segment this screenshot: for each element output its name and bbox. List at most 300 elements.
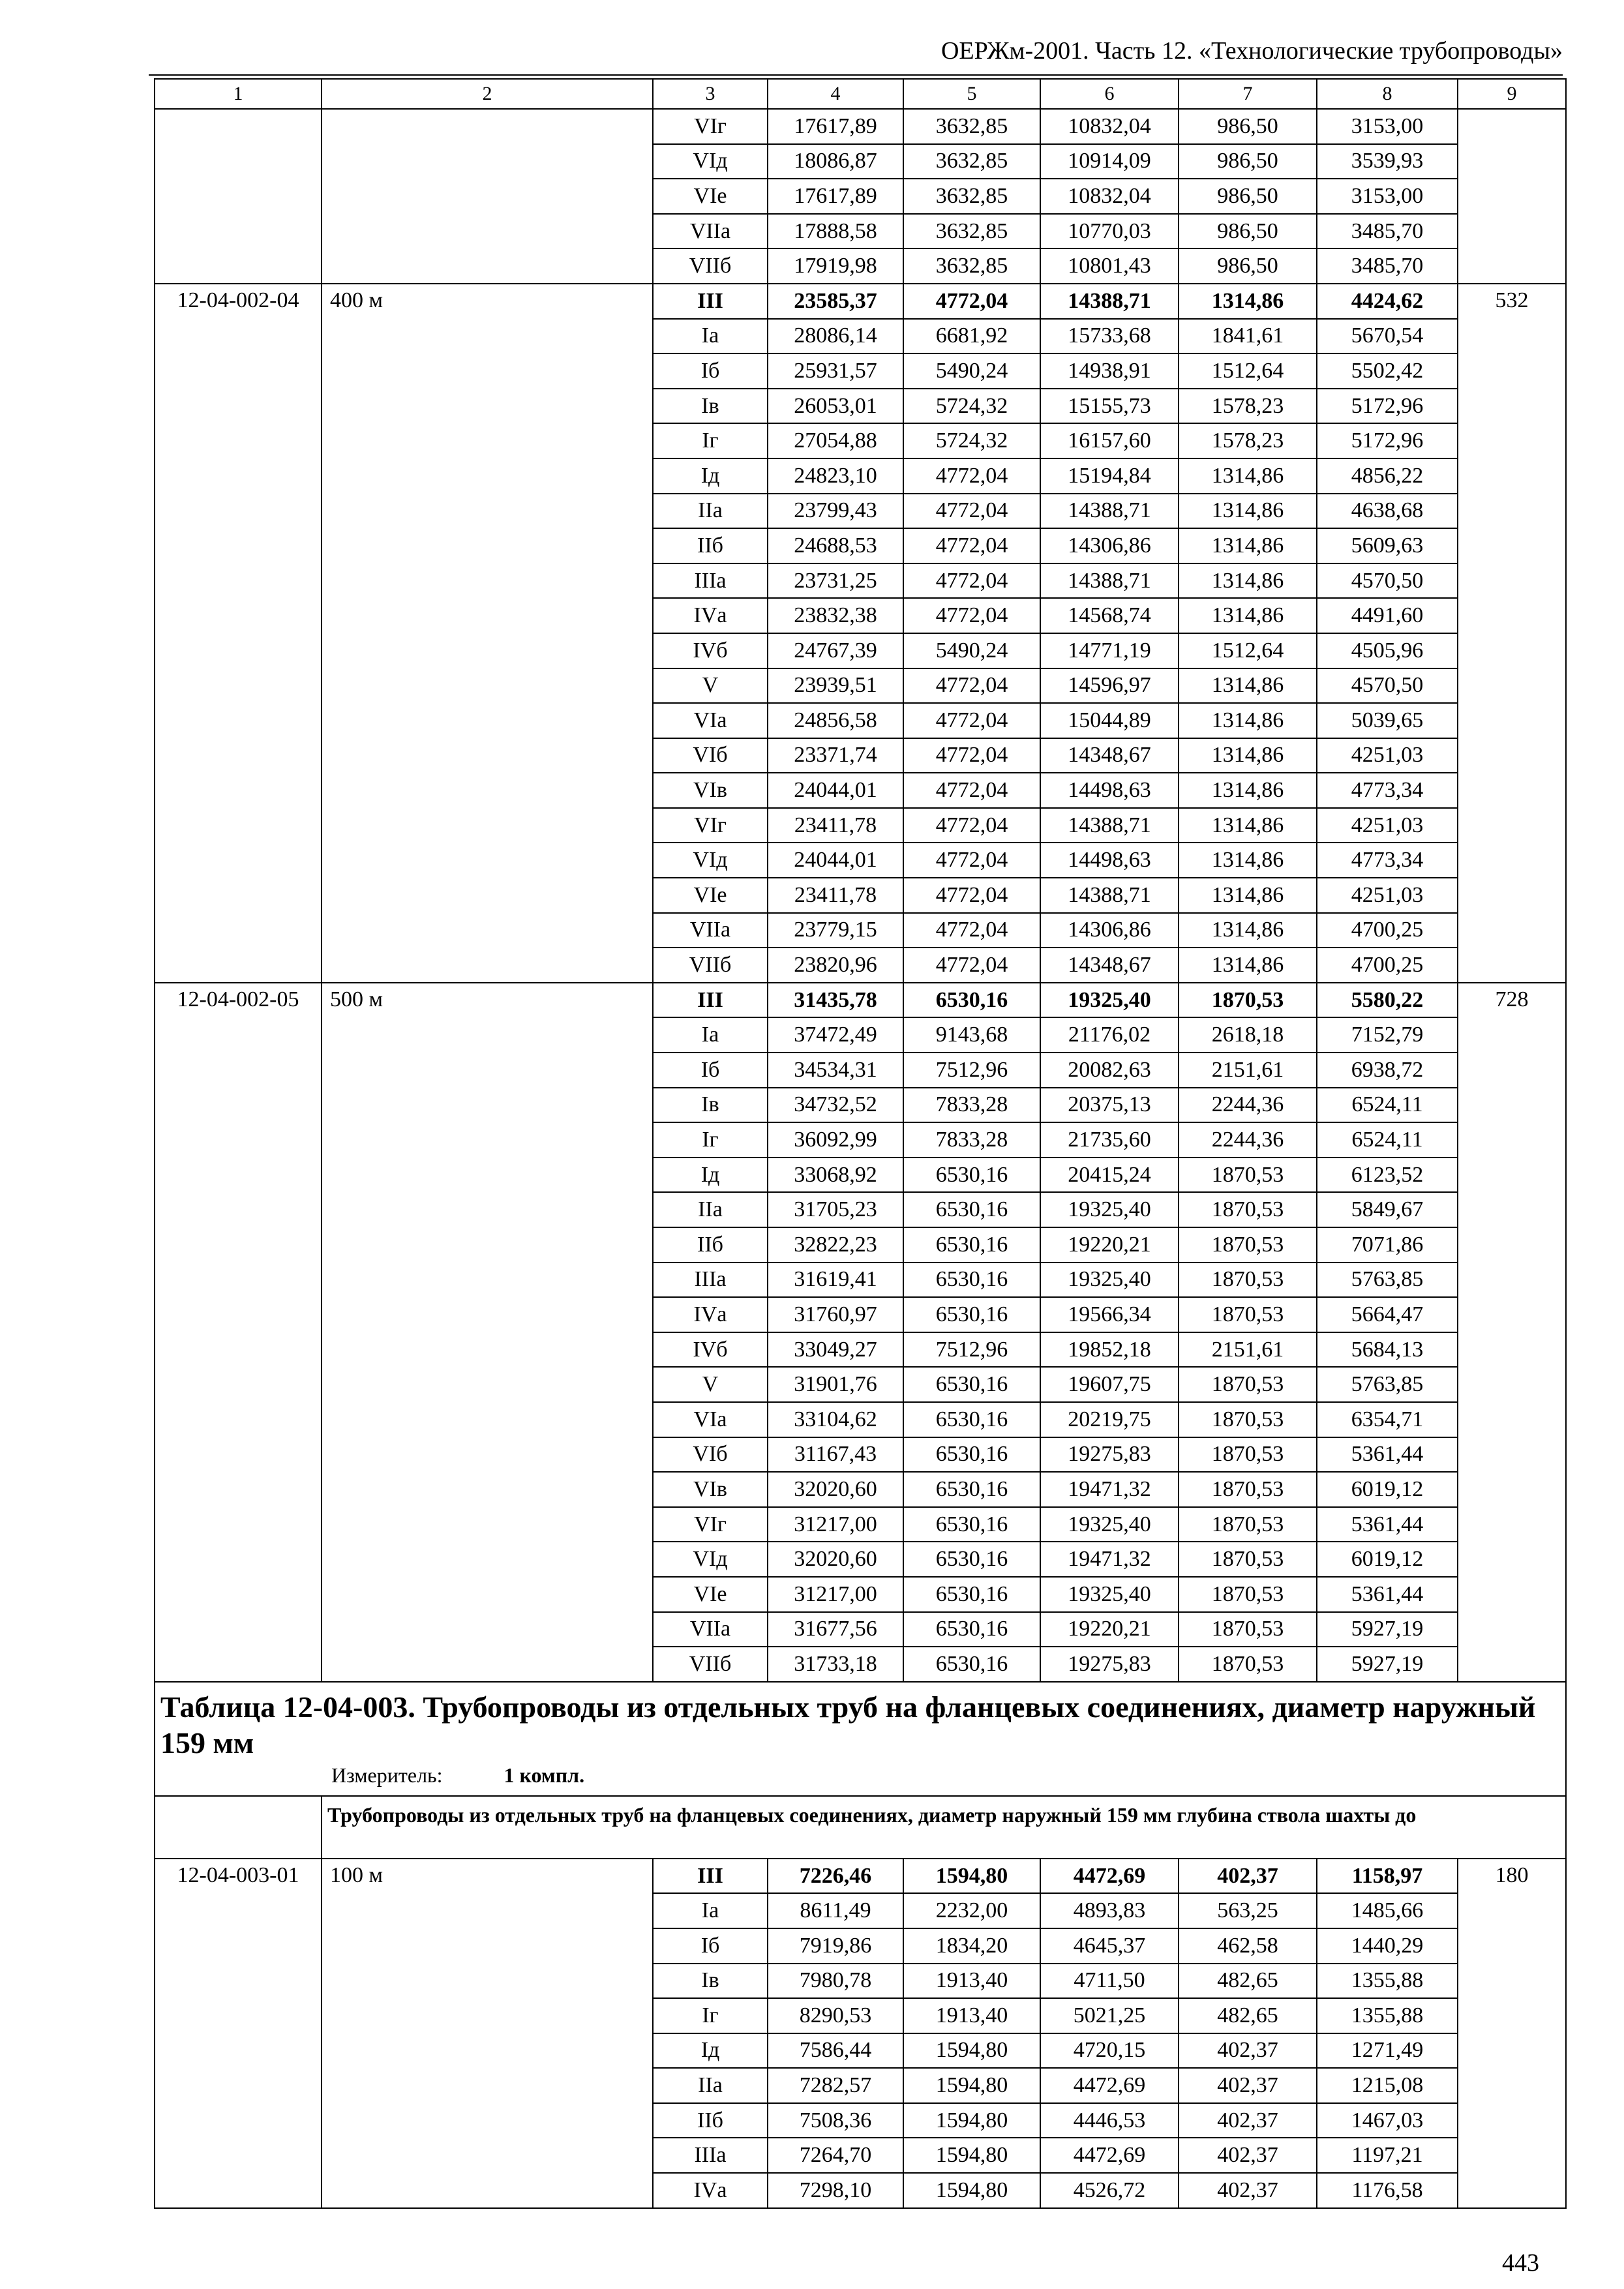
cost-cell: 23820,96	[768, 948, 903, 983]
cost-cell: 4772,04	[903, 703, 1040, 738]
cost-cell: 4772,04	[903, 458, 1040, 494]
cost-cell: 1870,53	[1179, 1297, 1317, 1332]
cost-cell: 6530,16	[903, 1612, 1040, 1647]
labor-cell: 180	[1458, 1859, 1566, 2208]
cost-cell: 4472,69	[1040, 2068, 1179, 2103]
cost-cell: 1870,53	[1179, 1227, 1317, 1263]
cost-cell: 5039,65	[1317, 703, 1458, 738]
region-group-cell: IVа	[653, 1297, 768, 1332]
cost-cell: 2244,36	[1179, 1088, 1317, 1123]
cost-cell: 23731,25	[768, 563, 903, 599]
cost-cell: 402,37	[1179, 2173, 1317, 2208]
cost-cell: 20082,63	[1040, 1053, 1179, 1088]
cost-cell: 19220,21	[1040, 1612, 1179, 1647]
column-number: 7	[1179, 79, 1317, 109]
cost-cell: 1176,58	[1317, 2173, 1458, 2208]
cost-cell: 1314,86	[1179, 878, 1317, 913]
cost-cell: 1834,20	[903, 1928, 1040, 1964]
rates-table	[154, 78, 1567, 2209]
cost-cell: 14498,63	[1040, 843, 1179, 878]
cost-cell: 5490,24	[903, 633, 1040, 668]
cost-cell: 1355,88	[1317, 1998, 1458, 2033]
running-header: ОЕРЖм-2001. Часть 12. «Технологические трубопроводы»	[940, 37, 1563, 65]
blank-cell	[155, 1796, 322, 1859]
cost-cell: 1512,64	[1179, 633, 1317, 668]
region-group-cell: IIб	[653, 2103, 768, 2138]
cost-cell: 31167,43	[768, 1437, 903, 1473]
cost-cell: 19471,32	[1040, 1542, 1179, 1577]
cost-cell: 2151,61	[1179, 1332, 1317, 1368]
cost-cell: 4446,53	[1040, 2103, 1179, 2138]
cost-cell: 19325,40	[1040, 1577, 1179, 1612]
cost-cell: 6354,71	[1317, 1402, 1458, 1437]
region-group-cell: Iг	[653, 1122, 768, 1158]
cost-cell: 5763,85	[1317, 1263, 1458, 1298]
cost-cell: 10832,04	[1040, 109, 1179, 144]
cost-cell: 31760,97	[768, 1297, 903, 1332]
labor-cell	[1458, 109, 1566, 284]
table-row	[155, 109, 1566, 144]
measure-line	[160, 1765, 1565, 1786]
cost-cell: 2244,36	[1179, 1122, 1317, 1158]
cost-cell: 1594,80	[903, 2068, 1040, 2103]
cost-cell: 34534,31	[768, 1053, 903, 1088]
cost-cell: 6530,16	[903, 1263, 1040, 1298]
cost-cell: 3485,70	[1317, 214, 1458, 249]
cost-cell: 4720,15	[1040, 2033, 1179, 2069]
cost-cell: 5664,47	[1317, 1297, 1458, 1332]
cost-cell: 6019,12	[1317, 1472, 1458, 1507]
cost-cell: 4570,50	[1317, 668, 1458, 704]
cost-cell: 5361,44	[1317, 1577, 1458, 1612]
region-group-cell: VIг	[653, 808, 768, 843]
cost-cell: 4645,37	[1040, 1928, 1179, 1964]
cost-cell: 1870,53	[1179, 1647, 1317, 1682]
cost-cell: 5580,22	[1317, 983, 1458, 1018]
cost-cell: 14596,97	[1040, 668, 1179, 704]
cost-cell: 7512,96	[903, 1332, 1040, 1368]
region-group-cell: Iд	[653, 2033, 768, 2069]
region-group-cell: VIIа	[653, 214, 768, 249]
cost-cell: 6123,52	[1317, 1158, 1458, 1193]
table-row	[155, 983, 1566, 1018]
cost-cell: 1870,53	[1179, 1402, 1317, 1437]
cost-cell: 14348,67	[1040, 948, 1179, 983]
cost-cell: 4505,96	[1317, 633, 1458, 668]
cost-cell: 5724,32	[903, 389, 1040, 424]
cost-cell: 4772,04	[903, 668, 1040, 704]
cost-cell: 14771,19	[1040, 633, 1179, 668]
cost-cell: 3153,00	[1317, 109, 1458, 144]
cost-cell: 4711,50	[1040, 1964, 1179, 1999]
shaft-depth: 500 м	[322, 983, 653, 1682]
cost-cell: 24044,01	[768, 773, 903, 808]
cost-cell: 4893,83	[1040, 1893, 1179, 1928]
cost-cell: 15155,73	[1040, 389, 1179, 424]
cost-cell: 23585,37	[768, 284, 903, 319]
cost-cell: 6938,72	[1317, 1053, 1458, 1088]
shaft-depth: 400 м	[322, 284, 653, 983]
region-group-cell: VIв	[653, 1472, 768, 1507]
region-group-cell: IVа	[653, 598, 768, 633]
region-group-cell: VIа	[653, 703, 768, 738]
region-group-cell: VIб	[653, 738, 768, 773]
cost-cell: 7586,44	[768, 2033, 903, 2069]
cost-cell: 3485,70	[1317, 248, 1458, 284]
cost-cell: 14388,71	[1040, 284, 1179, 319]
cost-cell: 1578,23	[1179, 389, 1317, 424]
cost-cell: 1158,97	[1317, 1859, 1458, 1894]
cost-cell: 23832,38	[768, 598, 903, 633]
cost-cell: 14388,71	[1040, 808, 1179, 843]
cost-cell: 3632,85	[903, 179, 1040, 214]
cost-cell: 1870,53	[1179, 1263, 1317, 1298]
cost-cell: 8290,53	[768, 1998, 903, 2033]
region-group-cell: VIд	[653, 144, 768, 179]
cost-cell: 31435,78	[768, 983, 903, 1018]
cost-cell: 37472,49	[768, 1017, 903, 1053]
cost-cell: 5172,96	[1317, 423, 1458, 458]
cost-cell: 33104,62	[768, 1402, 903, 1437]
cost-cell: 3632,85	[903, 144, 1040, 179]
cost-cell: 19566,34	[1040, 1297, 1179, 1332]
cost-cell: 6524,11	[1317, 1122, 1458, 1158]
region-group-cell: Iг	[653, 423, 768, 458]
cost-cell: 6530,16	[903, 983, 1040, 1018]
cost-cell: 20375,13	[1040, 1088, 1179, 1123]
cost-cell: 4773,34	[1317, 843, 1458, 878]
cost-cell: 7980,78	[768, 1964, 903, 1999]
table-title: Таблица 12-04-003. Трубопроводы из отдельных труб на фланцевых соединениях, диаметр наружный 159 мм	[160, 1690, 1536, 1759]
cost-cell: 21735,60	[1040, 1122, 1179, 1158]
region-group-cell: VIIб	[653, 1647, 768, 1682]
region-group-cell: IIIа	[653, 563, 768, 599]
region-group-cell: VIд	[653, 843, 768, 878]
cost-cell: 14306,86	[1040, 528, 1179, 563]
cost-cell: 19325,40	[1040, 1507, 1179, 1542]
cost-cell: 2232,00	[903, 1893, 1040, 1928]
cost-cell: 31677,56	[768, 1612, 903, 1647]
cost-cell: 23411,78	[768, 808, 903, 843]
cost-cell: 3632,85	[903, 214, 1040, 249]
cost-cell: 1870,53	[1179, 1612, 1317, 1647]
cost-cell: 17919,98	[768, 248, 903, 284]
cost-cell: 17888,58	[768, 214, 903, 249]
cost-cell: 5609,63	[1317, 528, 1458, 563]
region-group-cell: VIIб	[653, 948, 768, 983]
table-title-cell	[155, 1682, 1566, 1796]
cost-cell: 986,50	[1179, 109, 1317, 144]
labor-cell: 728	[1458, 983, 1566, 1682]
cost-cell: 1512,64	[1179, 353, 1317, 389]
cost-cell: 7264,70	[768, 2138, 903, 2173]
cost-cell: 6530,16	[903, 1507, 1040, 1542]
cost-cell: 6530,16	[903, 1402, 1040, 1437]
cost-cell: 6019,12	[1317, 1542, 1458, 1577]
cost-cell: 482,65	[1179, 1964, 1317, 1999]
cost-cell: 32020,60	[768, 1472, 903, 1507]
cost-cell: 4570,50	[1317, 563, 1458, 599]
cost-cell: 4772,04	[903, 598, 1040, 633]
region-group-cell: Iа	[653, 1017, 768, 1053]
cost-cell: 5361,44	[1317, 1507, 1458, 1542]
cost-cell: 1197,21	[1317, 2138, 1458, 2173]
measure-value: 1 компл.	[504, 1763, 585, 1788]
cost-cell: 1314,86	[1179, 808, 1317, 843]
cost-cell: 19852,18	[1040, 1332, 1179, 1368]
table-body	[155, 79, 1566, 2208]
cost-cell: 10832,04	[1040, 179, 1179, 214]
cost-cell: 4700,25	[1317, 948, 1458, 983]
region-group-cell: Iв	[653, 389, 768, 424]
cost-cell: 1913,40	[903, 1964, 1040, 1999]
cost-cell: 31705,23	[768, 1192, 903, 1227]
cost-cell: 5490,24	[903, 353, 1040, 389]
cost-cell: 16157,60	[1040, 423, 1179, 458]
cost-cell: 986,50	[1179, 179, 1317, 214]
cost-cell: 23371,74	[768, 738, 903, 773]
region-group-cell: III	[653, 284, 768, 319]
region-group-cell: VIд	[653, 1542, 768, 1577]
cost-cell: 10801,43	[1040, 248, 1179, 284]
cost-cell: 1314,86	[1179, 773, 1317, 808]
table-row	[155, 284, 1566, 319]
cost-cell: 14388,71	[1040, 494, 1179, 529]
region-group-cell: IVб	[653, 1332, 768, 1368]
cost-cell: 6681,92	[903, 319, 1040, 354]
cost-cell: 1913,40	[903, 1998, 1040, 2033]
cost-cell: 19275,83	[1040, 1647, 1179, 1682]
region-group-cell: VIв	[653, 773, 768, 808]
cost-cell: 17617,89	[768, 179, 903, 214]
cost-cell: 1271,49	[1317, 2033, 1458, 2069]
cost-cell: 986,50	[1179, 214, 1317, 249]
subtitle-row	[155, 1796, 1566, 1859]
cost-cell: 1314,86	[1179, 843, 1317, 878]
cost-cell: 17617,89	[768, 109, 903, 144]
region-group-cell: VIе	[653, 1577, 768, 1612]
cost-cell: 6524,11	[1317, 1088, 1458, 1123]
cost-cell: 6530,16	[903, 1472, 1040, 1507]
region-group-cell: V	[653, 1367, 768, 1402]
region-group-cell: III	[653, 1859, 768, 1894]
region-group-cell: IIа	[653, 1192, 768, 1227]
cost-cell: 1314,86	[1179, 494, 1317, 529]
cost-cell: 5172,96	[1317, 389, 1458, 424]
cost-cell: 3632,85	[903, 248, 1040, 284]
cost-cell: 1314,86	[1179, 738, 1317, 773]
cost-cell: 1467,03	[1317, 2103, 1458, 2138]
cost-cell: 34732,52	[768, 1088, 903, 1123]
cost-cell: 33049,27	[768, 1332, 903, 1368]
region-group-cell: Iб	[653, 1053, 768, 1088]
region-group-cell: IIIа	[653, 2138, 768, 2173]
cost-cell: 24856,58	[768, 703, 903, 738]
cost-cell: 3632,85	[903, 109, 1040, 144]
region-group-cell: Iд	[653, 458, 768, 494]
cost-cell: 1314,86	[1179, 913, 1317, 948]
cost-cell: 1215,08	[1317, 2068, 1458, 2103]
cost-cell: 15194,84	[1040, 458, 1179, 494]
cost-cell: 19471,32	[1040, 1472, 1179, 1507]
cost-cell: 24767,39	[768, 633, 903, 668]
cost-cell: 24688,53	[768, 528, 903, 563]
cost-cell: 5927,19	[1317, 1647, 1458, 1682]
cost-cell: 6530,16	[903, 1437, 1040, 1473]
cost-cell: 1314,86	[1179, 458, 1317, 494]
column-number: 5	[903, 79, 1040, 109]
cost-cell: 4472,69	[1040, 1859, 1179, 1894]
cost-cell: 482,65	[1179, 1998, 1317, 2033]
cost-cell: 31217,00	[768, 1507, 903, 1542]
cost-cell: 1314,86	[1179, 284, 1317, 319]
cost-cell: 2618,18	[1179, 1017, 1317, 1053]
labor-cell: 532	[1458, 284, 1566, 983]
cost-cell: 24044,01	[768, 843, 903, 878]
cost-cell: 14348,67	[1040, 738, 1179, 773]
region-group-cell: IIа	[653, 2068, 768, 2103]
region-group-cell: Iд	[653, 1158, 768, 1193]
cost-cell: 4856,22	[1317, 458, 1458, 494]
region-group-cell: Iв	[653, 1088, 768, 1123]
region-group-cell: VIе	[653, 179, 768, 214]
cost-cell: 4772,04	[903, 773, 1040, 808]
cost-cell: 4526,72	[1040, 2173, 1179, 2208]
cost-cell: 25931,57	[768, 353, 903, 389]
rate-code	[155, 109, 322, 284]
cost-cell: 1870,53	[1179, 1542, 1317, 1577]
cost-cell: 4772,04	[903, 284, 1040, 319]
cost-cell: 31733,18	[768, 1647, 903, 1682]
cost-cell: 1485,66	[1317, 1893, 1458, 1928]
region-group-cell: IIа	[653, 494, 768, 529]
cost-cell: 20415,24	[1040, 1158, 1179, 1193]
cost-cell: 19325,40	[1040, 983, 1179, 1018]
region-group-cell: IVа	[653, 2173, 768, 2208]
cost-cell: 19325,40	[1040, 1263, 1179, 1298]
region-group-cell: IIб	[653, 528, 768, 563]
cost-cell: 1314,86	[1179, 528, 1317, 563]
cost-cell: 10770,03	[1040, 214, 1179, 249]
cost-cell: 1594,80	[903, 2173, 1040, 2208]
column-number: 9	[1458, 79, 1566, 109]
region-group-cell: Iа	[653, 319, 768, 354]
cost-cell: 26053,01	[768, 389, 903, 424]
cost-cell: 4772,04	[903, 738, 1040, 773]
region-group-cell: VIг	[653, 109, 768, 144]
cost-cell: 7152,79	[1317, 1017, 1458, 1053]
cost-cell: 8611,49	[768, 1893, 903, 1928]
cost-cell: 6530,16	[903, 1192, 1040, 1227]
cost-cell: 1578,23	[1179, 423, 1317, 458]
cost-cell: 462,58	[1179, 1928, 1317, 1964]
region-group-cell: VIIб	[653, 248, 768, 284]
cost-cell: 15733,68	[1040, 319, 1179, 354]
cost-cell: 1314,86	[1179, 703, 1317, 738]
cost-cell: 7298,10	[768, 2173, 903, 2208]
cost-cell: 5684,13	[1317, 1332, 1458, 1368]
cost-cell: 31901,76	[768, 1367, 903, 1402]
cost-cell: 14306,86	[1040, 913, 1179, 948]
cost-cell: 4772,04	[903, 563, 1040, 599]
shaft-depth	[322, 109, 653, 284]
cost-cell: 32822,23	[768, 1227, 903, 1263]
cost-cell: 19220,21	[1040, 1227, 1179, 1263]
cost-cell: 19275,83	[1040, 1437, 1179, 1473]
cost-cell: 31217,00	[768, 1577, 903, 1612]
cost-cell: 1841,61	[1179, 319, 1317, 354]
cost-cell: 563,25	[1179, 1893, 1317, 1928]
rate-code: 12-04-002-05	[155, 983, 322, 1682]
cost-cell: 5724,32	[903, 423, 1040, 458]
cost-cell: 4251,03	[1317, 808, 1458, 843]
region-group-cell: Iа	[653, 1893, 768, 1928]
cost-cell: 5021,25	[1040, 1998, 1179, 2033]
cost-cell: 5502,42	[1317, 353, 1458, 389]
cost-cell: 19607,75	[1040, 1367, 1179, 1402]
cost-cell: 7071,86	[1317, 1227, 1458, 1263]
cost-cell: 1870,53	[1179, 1158, 1317, 1193]
region-group-cell: VIIа	[653, 1612, 768, 1647]
cost-cell: 7919,86	[768, 1928, 903, 1964]
cost-cell: 27054,88	[768, 423, 903, 458]
cost-cell: 1870,53	[1179, 1577, 1317, 1612]
cost-cell: 4491,60	[1317, 598, 1458, 633]
cost-cell: 6530,16	[903, 1367, 1040, 1402]
cost-cell: 5361,44	[1317, 1437, 1458, 1473]
cost-cell: 1870,53	[1179, 1367, 1317, 1402]
column-number: 3	[653, 79, 768, 109]
cost-cell: 6530,16	[903, 1542, 1040, 1577]
cost-cell: 4772,04	[903, 878, 1040, 913]
cost-cell: 6530,16	[903, 1647, 1040, 1682]
column-number-row	[155, 79, 1566, 109]
column-number: 1	[155, 79, 322, 109]
cost-cell: 23939,51	[768, 668, 903, 704]
cost-cell: 1355,88	[1317, 1964, 1458, 1999]
cost-cell: 14498,63	[1040, 773, 1179, 808]
rate-code: 12-04-002-04	[155, 284, 322, 983]
cost-cell: 4700,25	[1317, 913, 1458, 948]
column-number: 4	[768, 79, 903, 109]
cost-cell: 1314,86	[1179, 668, 1317, 704]
column-number: 2	[322, 79, 653, 109]
cost-cell: 4772,04	[903, 913, 1040, 948]
cost-cell: 14568,74	[1040, 598, 1179, 633]
region-group-cell: VIб	[653, 1437, 768, 1473]
table-title-row	[155, 1682, 1566, 1796]
region-group-cell: VIе	[653, 878, 768, 913]
column-number: 6	[1040, 79, 1179, 109]
cost-cell: 1870,53	[1179, 1192, 1317, 1227]
cost-cell: 1870,53	[1179, 1507, 1317, 1542]
cost-cell: 986,50	[1179, 248, 1317, 284]
cost-cell: 5849,67	[1317, 1192, 1458, 1227]
cost-cell: 4772,04	[903, 808, 1040, 843]
cost-cell: 32020,60	[768, 1542, 903, 1577]
cost-cell: 4772,04	[903, 494, 1040, 529]
cost-cell: 4638,68	[1317, 494, 1458, 529]
region-group-cell: IIIа	[653, 1263, 768, 1298]
cost-cell: 1870,53	[1179, 1437, 1317, 1473]
region-group-cell: VIIа	[653, 913, 768, 948]
cost-cell: 19325,40	[1040, 1192, 1179, 1227]
cost-cell: 1870,53	[1179, 1472, 1317, 1507]
measure-label: Измеритель:	[331, 1763, 443, 1788]
cost-cell: 4772,04	[903, 948, 1040, 983]
region-group-cell: III	[653, 983, 768, 1018]
cost-cell: 1594,80	[903, 2103, 1040, 2138]
